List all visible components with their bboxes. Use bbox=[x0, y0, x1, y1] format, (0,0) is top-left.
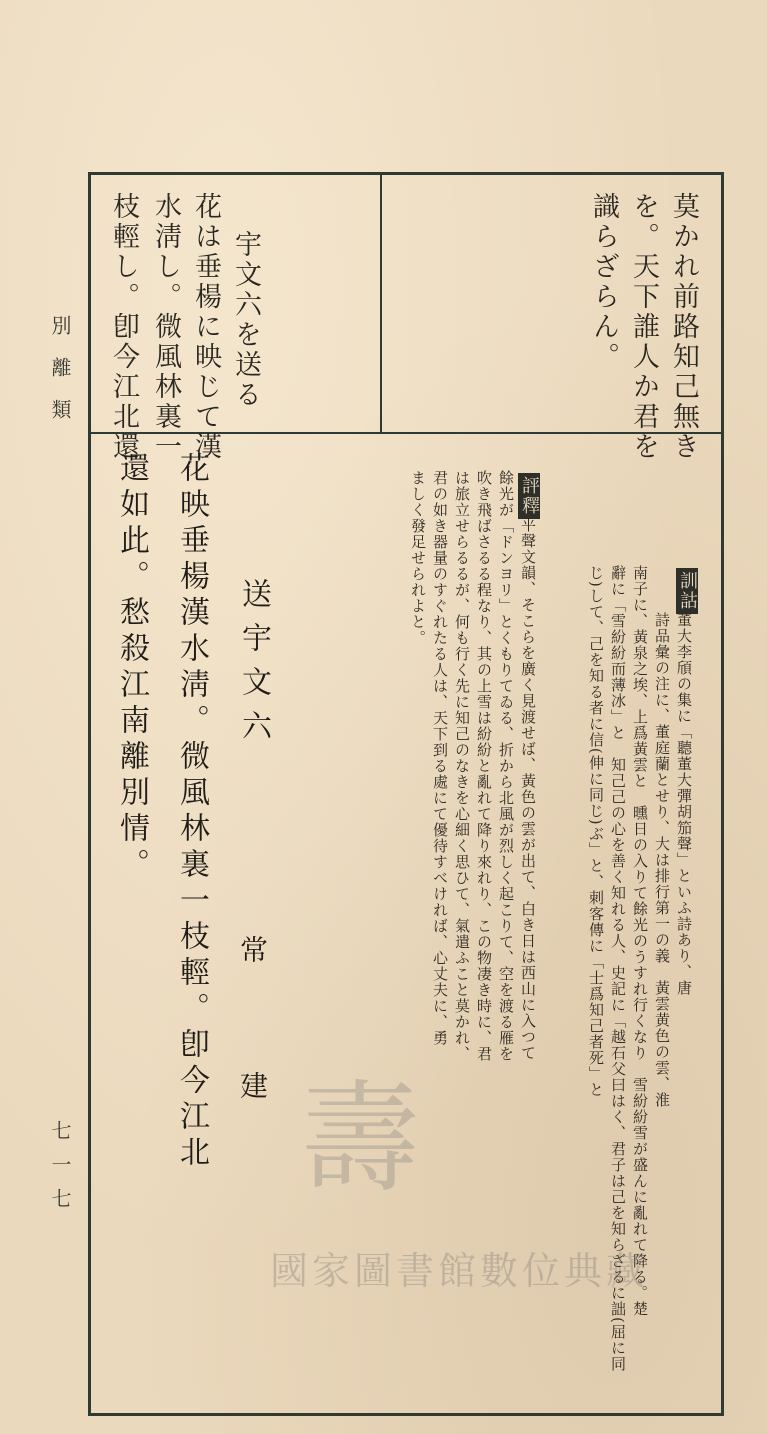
commentary-line-6: ましく發足せられよと。 bbox=[409, 470, 427, 646]
page-number: 七一七 bbox=[48, 1120, 72, 1222]
poem-title: 送宇文六 bbox=[236, 578, 271, 754]
commentary-line-2: 餘光が「ドンヨリ」とくもりてゐる、折から北風が烈しく起こりて、空を渡る雁を bbox=[497, 470, 515, 1062]
notes-line-3: 南子に、黃泉之埃、上爲黃雲と 曛日の入りて餘光のうすれ行くなり 雪紛紛雪が盛んに亂れて降る。楚 bbox=[631, 565, 649, 1317]
top-left-title: 宇文六を送る bbox=[230, 230, 261, 410]
notes-line-4: 辭に「雪紛紛而薄冰」と 知己己の心を善く知れる人、史記に「越石父曰はく、君子は己を知らざるに詘(屈に同 bbox=[609, 565, 627, 1372]
commentary-label: 評釋 bbox=[518, 473, 540, 519]
commentary-line-5: 君の如き器量のすぐれたる人は、天下到る處にて優待すべければ、心丈夫に、勇 bbox=[431, 470, 449, 1046]
commentary-line-3: 吹き飛ばさるる程なり、其の上雪は紛紛と亂れて降り來れり、この物凄き時に、君 bbox=[475, 470, 493, 1062]
commentary-line-4: は旅立せらるるが、何も行く先に知己のなきを心細く思ひて、氣遣ふこと莫かれ、 bbox=[453, 470, 471, 1062]
watermark-logo: 壽 bbox=[300, 1070, 420, 1209]
top-right-line-2: を。天下誰人か君を bbox=[628, 192, 659, 462]
category-label: 別離類 bbox=[48, 315, 72, 441]
poem-line-2: 還如此。愁殺江南離別情。 bbox=[114, 452, 149, 884]
top-left-line-3: 枝輕し。卽今江北還 bbox=[108, 192, 139, 462]
notes-label: 訓詁 bbox=[676, 568, 698, 614]
notes-line-5: じ)して、己を知る者に信(伸に同じ)ぶ」と、刺客傳に「士爲知己者死」と bbox=[587, 565, 605, 1098]
commentary-line-1: 平聲文韻、そこらを廣く見渡せば、黃色の雲が出て、白き日は西山に入つて bbox=[519, 517, 537, 1061]
vertical-divider bbox=[380, 172, 382, 432]
top-left-line-1: 花は垂楊に映じて漢 bbox=[190, 192, 221, 462]
notes-line-2: 詩品彙の注に、董庭蘭とせり、大は排行第一の義 黃雲黄色の雲、淮 bbox=[653, 612, 671, 1108]
top-right-line-1: 莫かれ前路知己無き bbox=[668, 192, 699, 462]
notes-line-1: 董大李頎の集に「聽董大彈胡笳聲」といふ詩あり、唐 bbox=[675, 612, 693, 996]
top-left-line-2: 水淸し。微風林裏一 bbox=[150, 192, 181, 462]
poem-author: 常 建 bbox=[236, 935, 269, 1139]
top-right-line-3: 識らざらん。 bbox=[588, 192, 619, 372]
poem-line-1: 花映垂楊漢水淸。微風林裏一枝輕。卽今江北 bbox=[174, 452, 209, 1172]
watermark-text: 國家圖書館數位典藏 bbox=[270, 1249, 649, 1293]
